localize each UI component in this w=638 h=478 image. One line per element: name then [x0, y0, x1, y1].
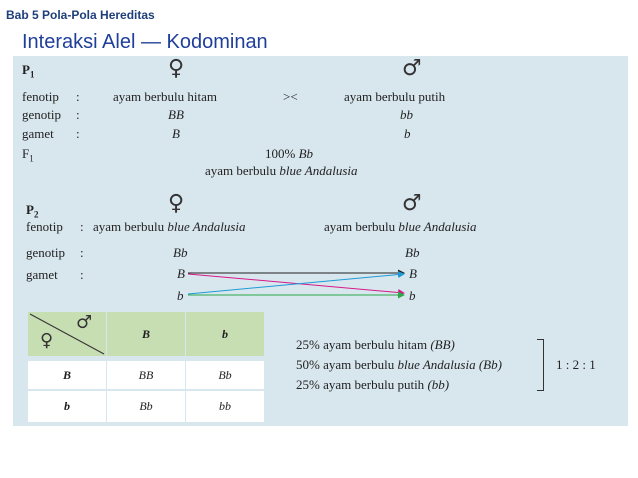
- result-line: 25% ayam berbulu hitam (BB): [296, 337, 455, 352]
- p2-female-fenotip: ayam berbulu blue Andalusia: [93, 219, 246, 234]
- f1-result: 100% Bb: [265, 146, 314, 161]
- female-symbol-icon: ♀: [168, 56, 185, 81]
- p2-colon: :: [80, 245, 84, 260]
- p1-colon: :: [76, 89, 80, 104]
- p1-gamet-label: gamet: [22, 126, 54, 141]
- p2-gamet-label: gamet: [26, 267, 58, 282]
- p1-genotip-label: genotip: [22, 107, 61, 122]
- result-bracket: [537, 339, 544, 391]
- male-symbol-icon: ♂: [402, 191, 422, 216]
- p1-label: $P_1$: [22, 62, 35, 80]
- punnett-square: [28, 312, 264, 422]
- p1-male-genotip: bb: [400, 107, 413, 122]
- p2-fenotip-label: fenotip: [26, 219, 63, 234]
- p1-male-gamet: b: [404, 126, 411, 141]
- p1-colon: :: [76, 107, 80, 122]
- punnett-cell: Bb: [186, 361, 264, 389]
- page-title: Interaksi Alel — Kodominan: [22, 31, 268, 53]
- punnett-row-header: B: [28, 361, 106, 389]
- male-symbol-icon: ♂: [402, 56, 422, 81]
- p2-colon: :: [80, 219, 84, 234]
- punnett-corner: [28, 312, 106, 356]
- punnett-cell: bb: [186, 391, 264, 422]
- male-symbol-icon: ♂: [76, 312, 93, 333]
- cross-symbol: ><: [283, 89, 298, 104]
- p2-gamet-left-B: B: [177, 266, 185, 281]
- punnett-col-header: b: [186, 312, 264, 356]
- p1-female-gamet: B: [172, 126, 180, 141]
- female-symbol-icon: ♀: [40, 330, 54, 351]
- p1-fenotip-label: fenotip: [22, 89, 59, 104]
- p2-female-genotip: Bb: [173, 245, 188, 260]
- p2-gamet-right-B: B: [409, 266, 417, 281]
- ratio-text: 1 : 2 : 1: [556, 357, 596, 372]
- p1-female-genotip: BB: [168, 107, 184, 122]
- punnett-cell: Bb: [107, 391, 185, 422]
- p2-gamet-left-b: b: [177, 288, 184, 303]
- p2-label: $P_2$: [26, 202, 39, 220]
- p1-male-fenotip: ayam berbulu putih: [344, 89, 446, 104]
- chapter-header: Bab 5 Pola-Pola Hereditas: [6, 8, 155, 22]
- p2-gamet-right-b: b: [409, 288, 416, 303]
- p2-colon: :: [80, 267, 84, 282]
- f1-label: $F_1$: [22, 146, 34, 164]
- punnett-row-header: b: [28, 391, 106, 422]
- result-line: 25% ayam berbulu putih (bb): [296, 377, 450, 392]
- punnett-col-header: B: [107, 312, 185, 356]
- p2-genotip-label: genotip: [26, 245, 65, 260]
- f1-description: ayam berbulu blue Andalusia: [205, 163, 358, 178]
- result-line: 50% ayam berbulu blue Andalusia (Bb): [296, 357, 502, 372]
- punnett-cell: BB: [107, 361, 185, 389]
- p1-female-fenotip: ayam berbulu hitam: [113, 89, 217, 104]
- female-symbol-icon: ♀: [168, 191, 185, 216]
- p2-male-genotip: Bb: [405, 245, 420, 260]
- p1-colon: :: [76, 126, 80, 141]
- p2-male-fenotip: ayam berbulu blue Andalusia: [324, 219, 477, 234]
